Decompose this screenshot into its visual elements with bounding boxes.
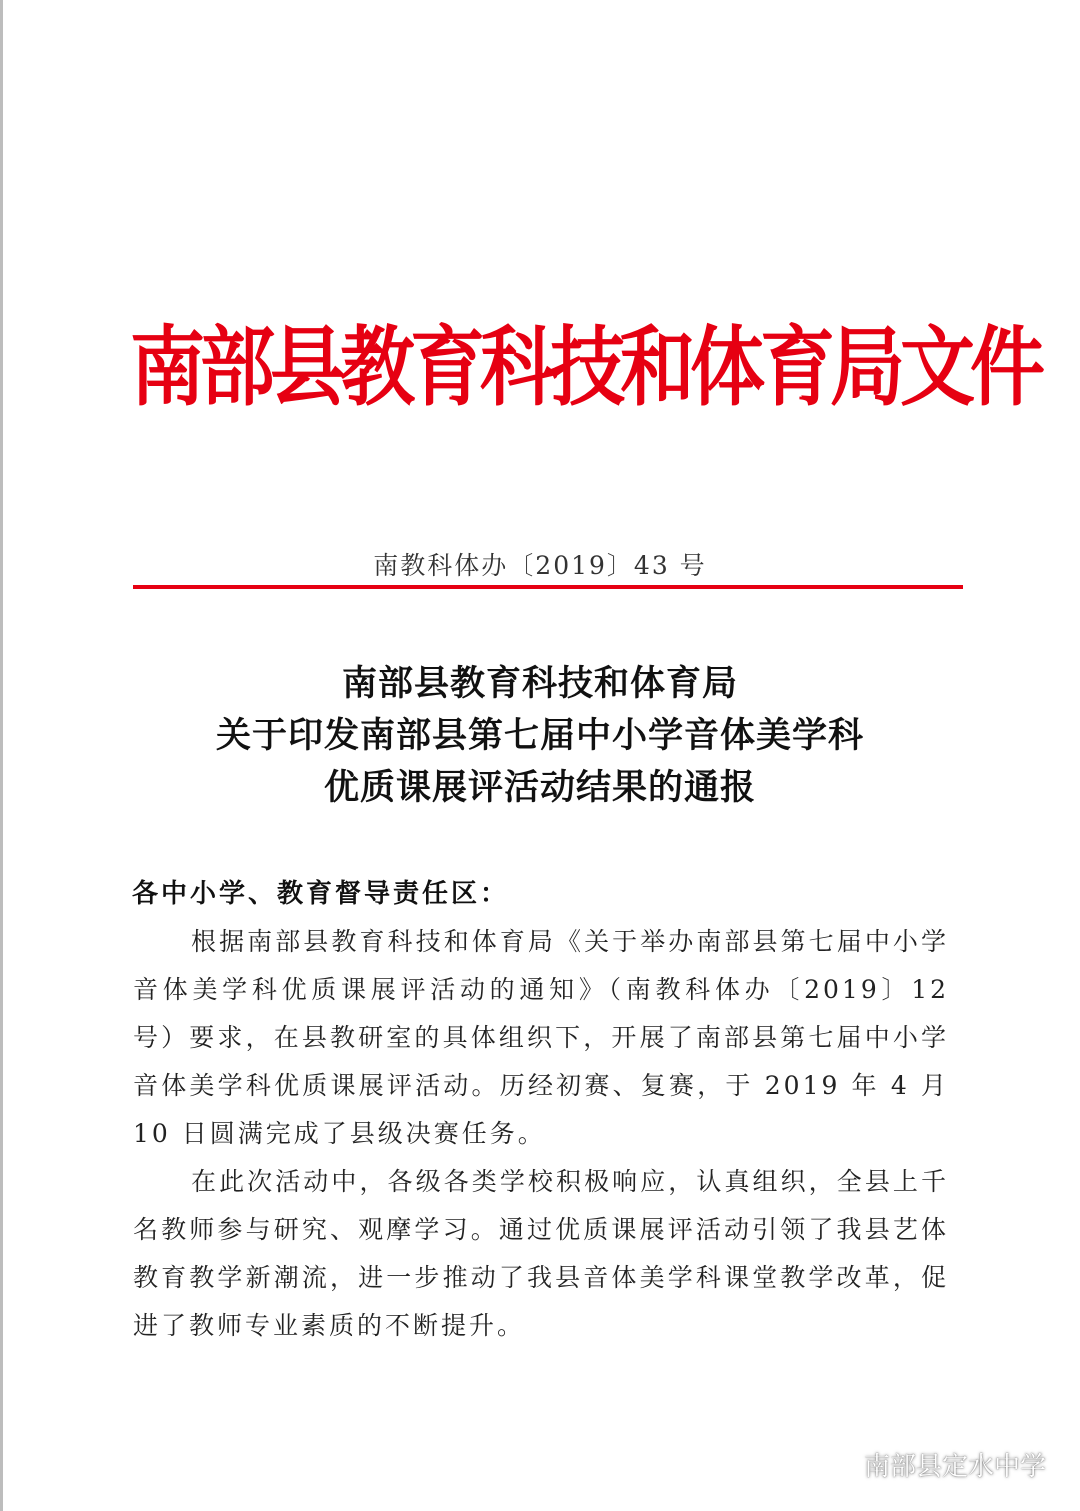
document-title bbox=[130, 658, 950, 814]
document-header: 南部县教育科技和体育局文件 bbox=[130, 316, 1041, 418]
source-watermark bbox=[822, 1440, 1046, 1488]
title-line-2: 关于印发南部县第七届中小学音体美学科 bbox=[215, 715, 864, 756]
document-number: 南教科体办〔2019〕43 号 bbox=[373, 551, 707, 580]
red-divider bbox=[133, 585, 963, 589]
document-body bbox=[133, 918, 949, 1350]
watermark-text: 南部县定水中学 bbox=[863, 1451, 1046, 1482]
title-line-1: 南部县教育科技和体育局 bbox=[341, 663, 738, 704]
salutation: 各中小学、教育督导责任区： bbox=[132, 879, 510, 909]
title-line-3: 优质课展评活动结果的通报 bbox=[323, 767, 756, 808]
paragraph-2: 在此次活动中，各级各类学校积极响应，认真组织，全县上千名教师参与研究、观摩学习。通过优质课展评活动引领了我县艺体教育教学新潮流，进一步推动了我县音体美学科课堂教学改革，促进了教师专业素质的不断提升。 bbox=[133, 1167, 949, 1340]
page-left-edge bbox=[0, 0, 3, 1511]
paragraph-1: 根据南部县教育科技和体育局《关于举办南部县第七届中小学音体美学科优质课展评活动的通知》（南教科体办〔2019〕12号）要求，在县教研室的具体组织下，开展了南部县第七届中小学音体美学科优质课展评活动。历经初赛、复赛，于 2019 年 4 月10 日圆满完成了县级决赛任务。 bbox=[133, 927, 949, 1148]
wechat-icon bbox=[822, 1449, 856, 1479]
